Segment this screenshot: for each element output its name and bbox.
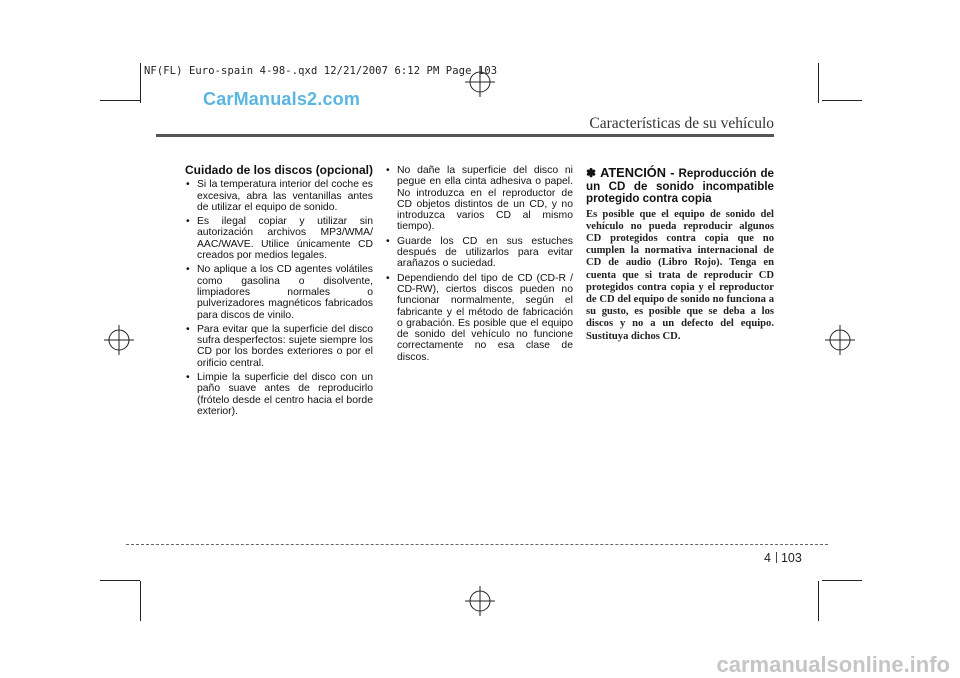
crop-line-bottom-right — [818, 581, 819, 621]
attention-label: ATENCIÓN - — [600, 165, 675, 180]
print-slug-line: NF(FL) Euro-spain 4-98-.qxd 12/21/2007 6:12 PM Page 103 — [144, 65, 498, 77]
attention-heading: Reproducción de un CD de sonido incompatible protegido contra copia — [586, 167, 774, 205]
section-header-title: Características de su vehículo — [589, 115, 774, 132]
crop-line-top-right-h — [822, 100, 862, 101]
crop-line-bottom-left-h — [100, 580, 140, 581]
list-item: • Limpie la superficie del disco con un paño suave antes de reproducirlo (frótelo desde el centro hacia el borde exterior). — [185, 372, 373, 417]
registration-mark-right — [825, 325, 855, 355]
crop-line-top-right — [818, 63, 819, 103]
page-number-value: 103 — [780, 551, 802, 565]
list-item: • Es ilegal copiar y utilizar sin autorización archivos MP3/WMA/ AAC/WAVE. Utilice únicamente CD creados por medios legales. — [185, 216, 373, 261]
registration-mark-left — [104, 325, 134, 355]
list-item: • Dependiendo del tipo de CD (CD-R / CD-RW), ciertos discos pueden no funcionar normalmente, según el fabricante y el método de fabricación o grabación. Es posible que el equipo de sonido del vehículo no funcione correctamente no esa clase de discos. — [385, 273, 573, 363]
list-item: • Guarde los CD en sus estuches después de utilizarlos para evitar arañazos o suciedad. — [385, 236, 573, 270]
page-number — [764, 551, 802, 565]
site-watermark: CarManuals2.com — [203, 89, 361, 109]
registration-mark-bottom — [465, 586, 495, 616]
crop-line-top-left-h — [100, 100, 140, 101]
attention-body: Es posible que el equipo de sonido del vehículo no pueda reproducir algunos CD protegidos contra copia que no cumplen la normativa internacional de CD de audio (Libro Rojo). Tenga en cuenta que si trata de reproducir CD protegidos contra copia y el reproductor de CD del equipo de sonido no funciona a su gusto, es posible que se deba a los discos y no a un defecto del equipo. Sustituya dichos CD. — [586, 208, 774, 342]
column-disc-care — [185, 165, 373, 420]
page-number-divider — [776, 552, 777, 563]
crop-line-bottom-left — [140, 581, 141, 621]
header-rule — [156, 134, 774, 137]
footer-rule — [126, 544, 828, 545]
attention-notice — [586, 167, 774, 343]
list-item: • No aplique a los CD agentes volátiles como gasolina o disolvente, limpiadores normales o pulverizadores magnéticos fabricados para discos de vinilo. — [185, 264, 373, 320]
disc-care-list — [185, 179, 373, 417]
list-item: • Si la temperatura interior del coche es excesiva, abra las ventanillas antes de utilizar el equipo de sonido. — [185, 179, 373, 213]
section-title: Cuidado de los discos (opcional) — [185, 163, 374, 177]
disc-care-list-continued — [385, 165, 573, 363]
asterisk-icon: ✽ — [586, 166, 597, 180]
attention-title — [586, 167, 774, 206]
list-item: • No dañe la superficie del disco ni pegue en ella cinta adhesiva o papel. No introduzca en el reproductor de CD objetos distintos de un CD, y no introduzca varios CD al mismo tiempo). — [385, 165, 573, 233]
column-disc-care-continued — [385, 165, 573, 366]
chapter-number: 4 — [764, 551, 771, 565]
list-item: • Para evitar que la superficie del disco sufra desperfectos: sujete siempre los CD por los bordes exteriores o por el orificio central. — [185, 324, 373, 369]
crop-line-top-left — [140, 63, 141, 103]
bottom-watermark: carmanualsonline.info — [716, 652, 950, 677]
crop-line-bottom-right-h — [822, 580, 862, 581]
